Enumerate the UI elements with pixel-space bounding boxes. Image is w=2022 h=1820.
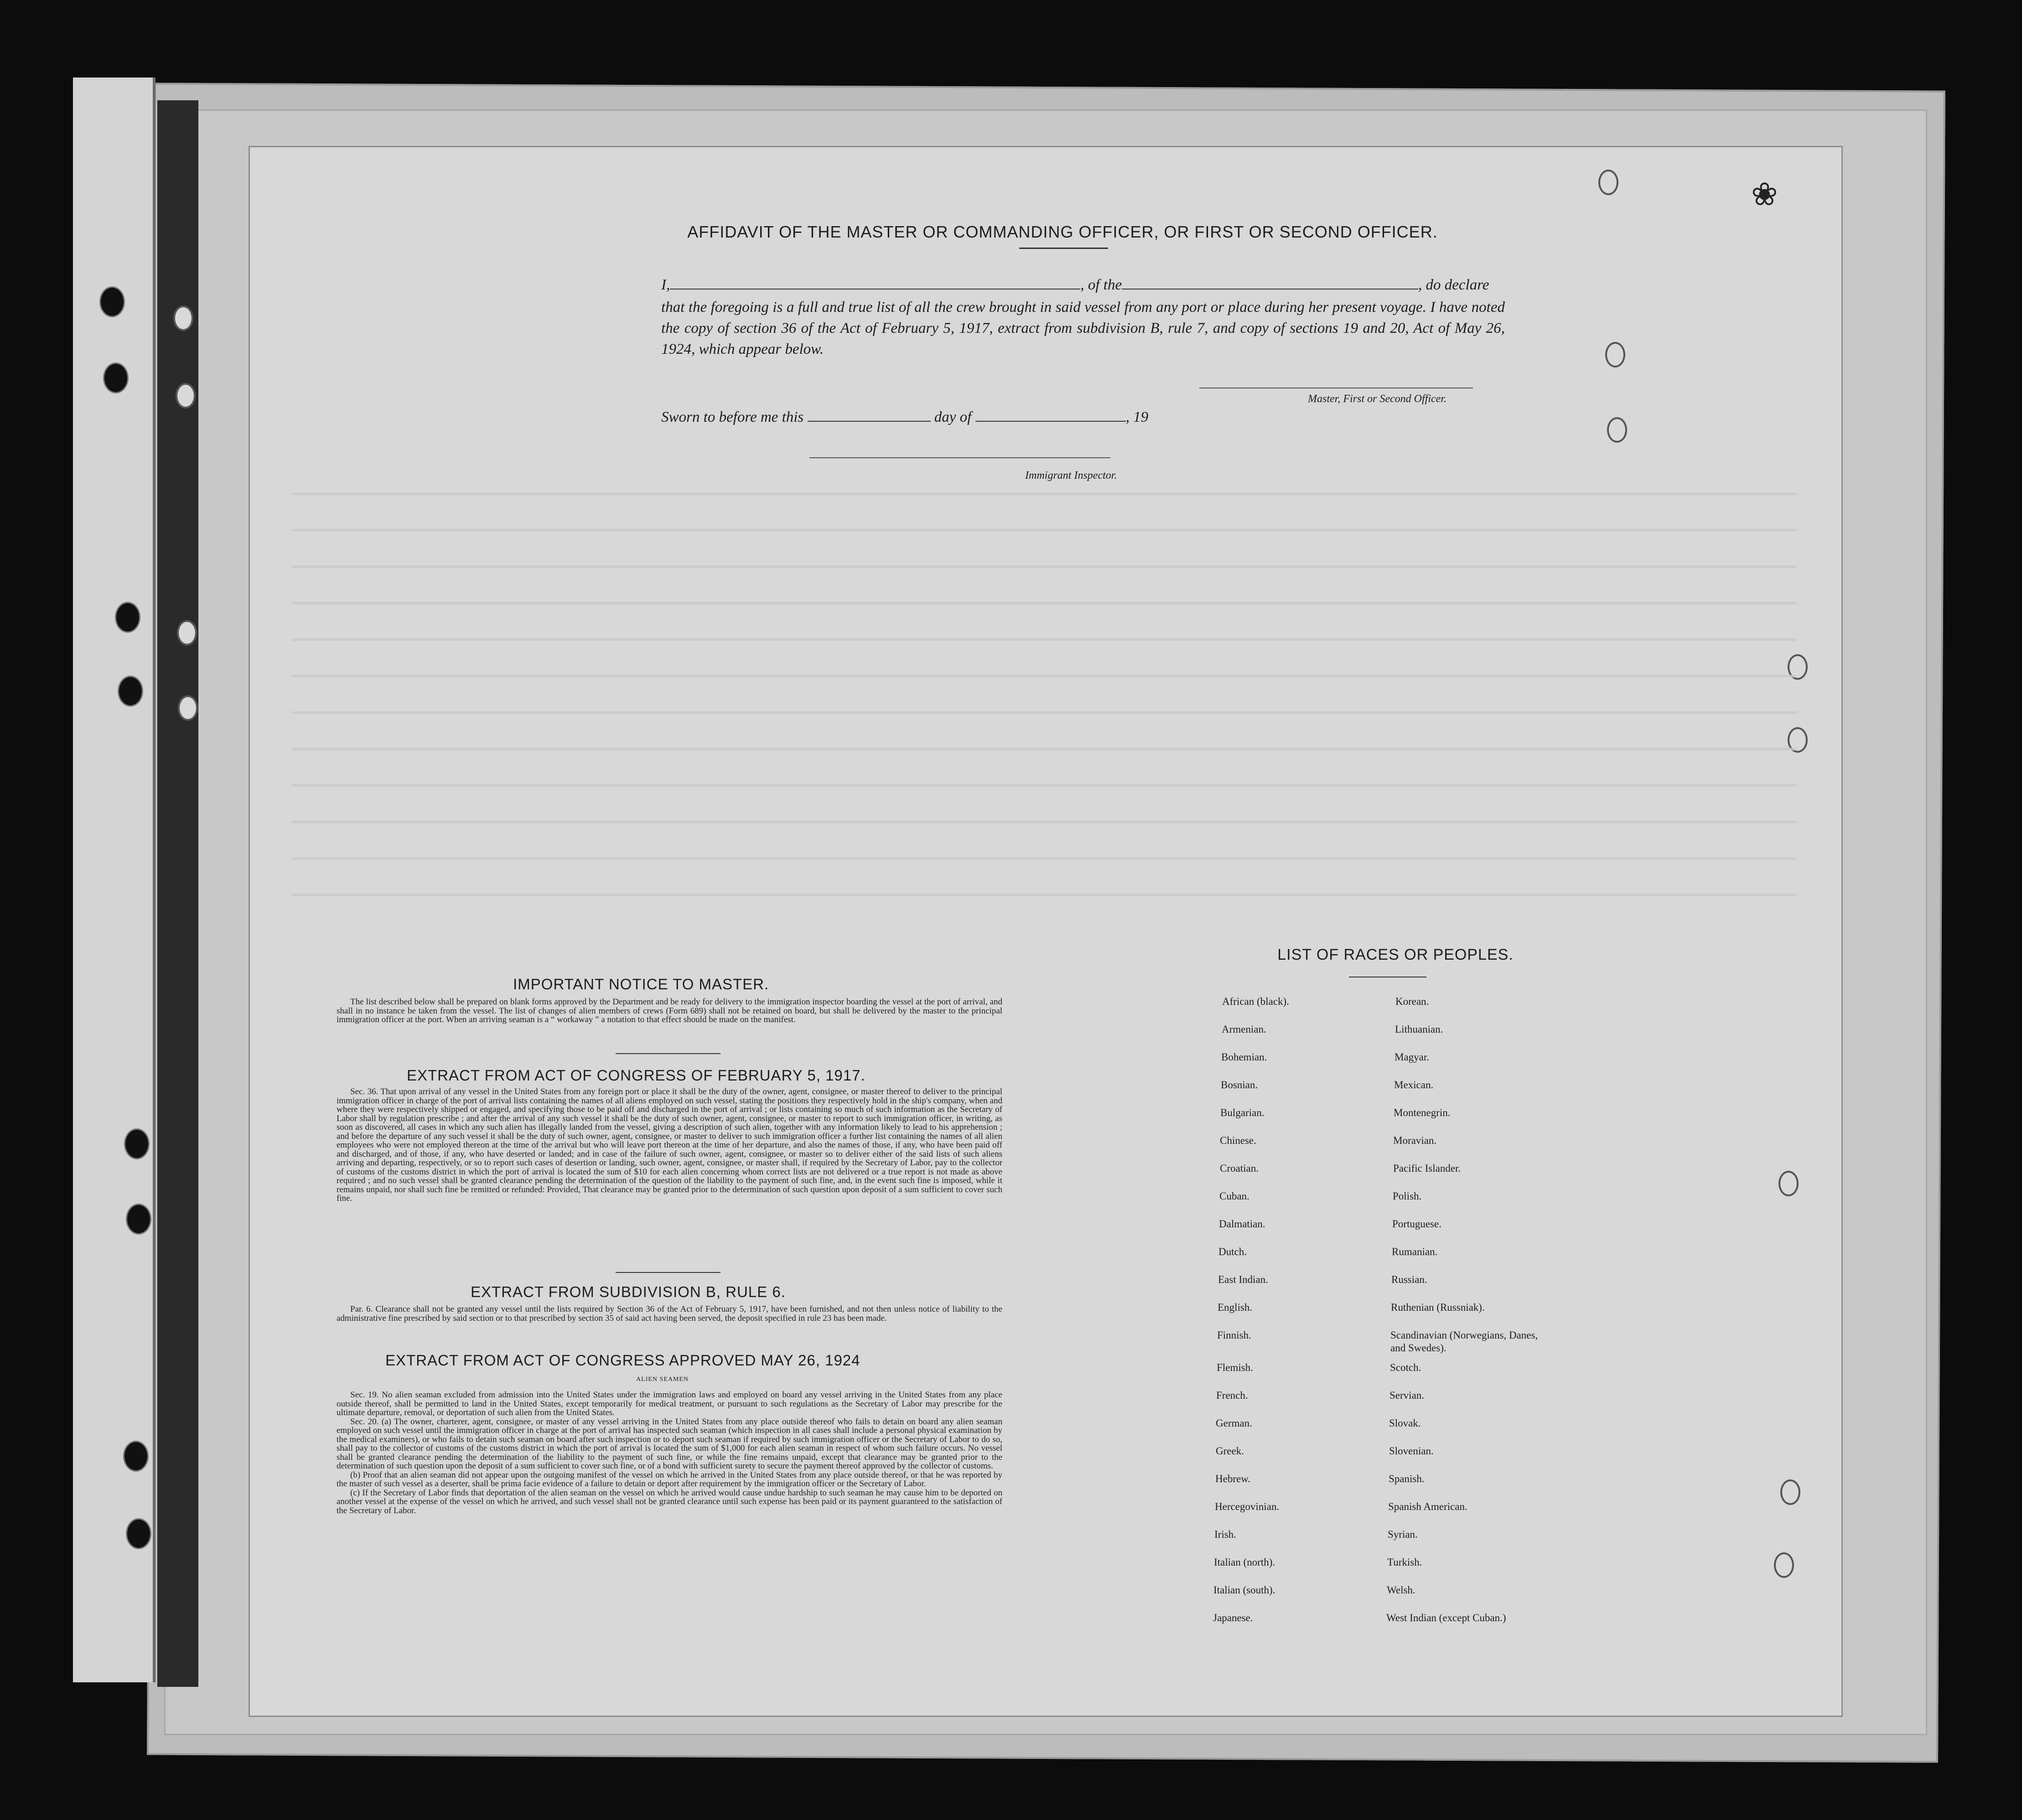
race-entry-left: Irish.	[1214, 1529, 1236, 1540]
bleed-through-row	[292, 675, 1797, 677]
affidavit-body: that the foregoing is a full and true list of all the crew brought in said vessel from any port or place during her present voyage. I have noted the copy of section 36 of the Act of February 5, 1917, extract from subdivision B, rule 7, and copy of sections 19 and 20, Act of May 26, 1924, which appear below.	[661, 299, 1505, 357]
binder-hole-icon	[115, 602, 140, 633]
corner-stamp-icon: ❀	[1751, 177, 1778, 212]
bleed-through-row	[292, 748, 1797, 750]
binder-hole-icon	[118, 676, 143, 707]
binder-hole-icon	[103, 362, 129, 393]
page-hole-icon	[1605, 342, 1625, 367]
bleed-through-row	[292, 529, 1797, 532]
sec-20a-paragraph: Sec. 20. (a) The owner, charterer, agent, consignee, or master of any vessel arriving in the United States from any place outside thereof who fails to detain on board any alien seaman employed on such vessel until the immigration officer in charge at the port of arrival has inspected such seaman (which inspection in all cases shall include a personal physical examination by the medical examiners), or who fails to detain such seaman on board after such inspection or to deport such seaman if required by such immigration officer or the Secretary of Labor to do so, shall pay to the collector of customs of the customs district in which the port of arrival is located the sum of $1,000 for each alien seaman in respect of whom such failure occurs. No vessel shall be granted clearance pending the determination of the liability to the payment of such fine, or while the fine remains unpaid, except that clearance may be granted prior to the determination of such question upon the deposit of a sum sufficient to cover such fine, or of a bond with sufficient surety to secure the payment thereof approved by the collector of customs.	[337, 1417, 1002, 1471]
binder-hole-icon	[126, 1204, 151, 1235]
extract-1924-body	[337, 1391, 1002, 1515]
race-entry-right: Spanish.	[1389, 1473, 1425, 1484]
extract-1917-title: EXTRACT FROM ACT OF CONGRESS OF FEBRUARY 5, 1917.	[407, 1067, 866, 1084]
race-entry-left: Bosnian.	[1221, 1079, 1258, 1091]
notice-body: The list described below shall be prepared on blank forms approved by the Department and be ready for delivery to the immigration inspector boarding the vessel at the port of arrival, and shall in no instance be taken from the vessel. The list of changes of alien members of crews (Form 689) shall not be retained on board, but shall be delivered by the master to the principal immigration officer at the port. When an arriving seaman is a “ workaway ” a notation to that effect should be made on the manifest.	[337, 997, 1002, 1024]
page-hole-icon	[1598, 170, 1618, 195]
race-entry-right: Moravian.	[1393, 1135, 1437, 1146]
race-entry-right: Scotch.	[1390, 1362, 1421, 1373]
notice-title: IMPORTANT NOTICE TO MASTER.	[513, 976, 769, 993]
race-entry-left: Greek.	[1216, 1445, 1244, 1457]
race-entry-left: French.	[1216, 1390, 1248, 1401]
binder-hole-icon	[126, 1518, 151, 1549]
sheet-hole-icon	[178, 695, 198, 721]
binder-hole-icon	[124, 1128, 150, 1159]
binder-shadow	[157, 100, 198, 1687]
race-entry-left: Finnish.	[1217, 1329, 1251, 1341]
sec-19-paragraph: Sec. 19. No alien seaman excluded from admission into the United States under the immigration laws and employed on board any vessel arriving in the United States from any place outside thereof, shall be permitted to land in the United States, except temporarily for medical treatment, or pursuant to such regulations as the Secretary of Labor may prescribe for the ultimate departure, removal, or deportation of such alien from the United States.	[337, 1390, 1002, 1417]
bleed-through-row	[292, 821, 1797, 823]
race-entry-right: Polish.	[1393, 1190, 1422, 1202]
extract-1924-title: EXTRACT FROM ACT OF CONGRESS APPROVED MAY 26, 1924	[385, 1352, 861, 1369]
declare-label: , do declare	[1418, 277, 1489, 293]
title-rule	[1019, 248, 1108, 249]
race-entry-left: Chinese.	[1220, 1135, 1256, 1146]
race-entry-right: Mexican.	[1394, 1079, 1434, 1091]
sworn-day-blank[interactable]	[808, 408, 931, 422]
bleed-through-row	[292, 602, 1797, 605]
race-entry-left: Dutch.	[1218, 1246, 1247, 1257]
sheet-hole-icon	[177, 620, 197, 646]
race-entry-left: Bulgarian.	[1220, 1107, 1265, 1118]
race-entry-right: Rumanian.	[1392, 1246, 1438, 1257]
race-entry-left: Bohemian.	[1221, 1051, 1267, 1063]
race-entry-right: Korean.	[1395, 996, 1429, 1007]
section-rule	[616, 1053, 721, 1054]
race-entry-left: Italian (south).	[1213, 1584, 1275, 1596]
inspector-caption: Immigrant Inspector.	[1025, 470, 1117, 481]
race-entry-right: Lithuanian.	[1395, 1024, 1443, 1035]
sheet-hole-icon	[173, 305, 193, 331]
race-entry-left: East Indian.	[1218, 1274, 1268, 1285]
affidavit-title: AFFIDAVIT OF THE MASTER OR COMMANDING OFFICER, OR FIRST OR SECOND OFFICER.	[687, 222, 1438, 241]
race-entry-left: Dalmatian.	[1219, 1218, 1265, 1230]
race-entry-right: Welsh.	[1387, 1584, 1415, 1596]
race-entry-right: Ruthenian (Russniak).	[1391, 1302, 1485, 1313]
of-the-label: , of the	[1080, 277, 1122, 293]
race-entry-right: Montenegrin.	[1394, 1107, 1451, 1118]
extract-rule6-title: EXTRACT FROM SUBDIVISION B, RULE 6.	[471, 1283, 786, 1300]
race-entry-left: Armenian.	[1222, 1024, 1266, 1035]
race-entry-right: Syrian.	[1388, 1529, 1418, 1540]
races-title: LIST OF RACES OR PEOPLES.	[1277, 946, 1514, 963]
bleed-through-row	[292, 894, 1797, 896]
page-hole-icon	[1780, 1479, 1800, 1505]
race-entry-right: Turkish.	[1387, 1556, 1422, 1568]
sec-20b-paragraph: (b) Proof that an alien seaman did not appear upon the outgoing manifest of the vessel on which he arrived in the United States from any place outside thereof, or that he was reported by the master of such vessel as a deserter, shall be prima facie evidence of a failure to detain or deport after requirement by the immigration officer or the Secretary of Labor.	[337, 1470, 1002, 1489]
binder-hole-icon	[123, 1441, 149, 1472]
year-prefix: , 19	[1125, 409, 1149, 425]
sec-20c-paragraph: (c) If the Secretary of Labor finds that deportation of the alien seaman on the vessel on which he arrived would cause undue hardship to such seaman he may cause him to be deported on another vessel at the expense of the vessel on which he arrived, and such vessel shall not be granted clearance until such expense has been paid or its payment guaranteed to the satisfaction of the Secretary of Labor.	[337, 1488, 1002, 1515]
name-blank[interactable]	[670, 276, 1080, 290]
race-entry-left: Japanese.	[1213, 1612, 1253, 1624]
bleed-through-row	[292, 784, 1797, 787]
binder-strip	[73, 78, 156, 1682]
sworn-month-blank[interactable]	[975, 408, 1126, 422]
race-entry-right: Russian.	[1391, 1274, 1427, 1285]
page-hole-icon	[1607, 417, 1627, 443]
bleed-through-row	[292, 711, 1797, 714]
section-rule	[616, 1272, 721, 1273]
race-entry-left: Italian (north).	[1214, 1556, 1275, 1568]
race-entry-left: Flemish.	[1217, 1362, 1253, 1373]
race-entry-left: Hercegovinian.	[1215, 1501, 1280, 1512]
master-caption: Master, First or Second Officer.	[1308, 393, 1447, 405]
race-entry-right: Spanish American.	[1388, 1501, 1467, 1512]
race-entry-left: Hebrew.	[1215, 1473, 1251, 1484]
page-hole-icon	[1778, 1171, 1799, 1196]
sworn-line	[661, 408, 1148, 426]
i-label: I,	[661, 277, 670, 293]
binder-hole-icon	[99, 286, 125, 317]
race-entry-left: Croatian.	[1220, 1163, 1259, 1174]
bleed-through-row	[292, 565, 1797, 568]
extract-rule6-body: Par. 6. Clearance shall not be granted any vessel until the lists required by Section 36 of the Act of February 5, 1917, have been furnished, and not then unless notice of liability to the administrative fine prescribed by said section or to that prescribed by section 35 of said act having been served, the deposit specified in rule 23 has been made.	[337, 1304, 1002, 1323]
race-entry-right: Portuguese.	[1392, 1218, 1441, 1230]
sworn-prefix: Sworn to before me this	[661, 409, 804, 425]
race-entry-right: Magyar.	[1395, 1051, 1430, 1063]
day-of-label: day of	[934, 409, 972, 425]
race-entry-left: African (black).	[1222, 996, 1289, 1007]
extract-1917-body: Sec. 36. That upon arrival of any vessel in the United States from any foreign port or place it shall be the duty of the owner, agent, consignee, or master thereof to deliver to the principal immigration officer in charge of the port of arrival lists containing the names of all aliens employed on such vessel, stating the positions they respectively hold in the ship's company, when and where they were respectively shipped or engaged, and specifying those to be paid off and discharged in the port of arrival ; or lists containing so much of such information as the Secretary of Labor shall by regulation prescribe ; and after the arrival of any such vessel it shall be the duty of such owner, agent, consignee, or master to report to such immigration officer, in writing, as soon as discovered, all cases in which any such alien has illegally landed from the vessel, giving a description of such alien, together with any information likely to lead to his apprehension ; and before the departure of any such vessel it shall be the duty of such owner, agent, consignee, or master to deliver to such immigration officer a further list containing the names of all alien employees who were not employed thereon at the time of the arrival but who will leave port thereon at the time of her departure, and also the names of those, if any, who have been paid off and discharged, and of those, if any, who have deserted or landed; and in case of the failure of such owner, agent, consignee, or master so to deliver either of the said lists of such aliens arriving and departing, respectively, or so to report such cases of desertion or landing, such owner, agent, consignee, or master shall, if required by the Secretary of Labor, pay to the collector of customs of the customs district in which the port of arrival is located the sum of $10 for each alien concerning whom correct lists are not delivered or a true report is not made as above required ; and no such vessel shall be granted clearance pending the determination of the question of the liability to the payment of such fine, and, in the event such fine is imposed, while it remains unpaid, nor shall such fine be remitted or refunded: Provided, That clearance may be granted prior to the determination of such question upon deposit of a sum sufficient to cover such fine.	[337, 1087, 1002, 1203]
vessel-blank[interactable]	[1122, 276, 1418, 290]
bleed-through-row	[292, 492, 1797, 495]
race-entry-right: Scandinavian (Norwegians, Danes, and Swedes).	[1390, 1329, 1538, 1354]
affidavit-declaration-line	[661, 276, 1505, 294]
race-entry-left: German.	[1216, 1417, 1252, 1429]
inspector-signature-line[interactable]	[809, 457, 1110, 458]
page-hole-icon	[1774, 1552, 1794, 1578]
extract-1924-subtitle: ALIEN SEAMEN	[636, 1376, 689, 1383]
bleed-through-row	[292, 638, 1797, 641]
race-entry-right: Slovenian.	[1389, 1445, 1434, 1457]
race-entry-left: Cuban.	[1219, 1190, 1249, 1202]
sheet-hole-icon	[176, 383, 196, 408]
race-entry-right: Slovak.	[1389, 1417, 1421, 1429]
race-entry-left: English.	[1218, 1302, 1253, 1313]
race-entry-right: West Indian (except Cuban.)	[1386, 1612, 1506, 1624]
bleed-through-row	[292, 857, 1797, 860]
race-entry-right: Pacific Islander.	[1393, 1163, 1461, 1174]
race-entry-right: Servian.	[1389, 1390, 1425, 1401]
